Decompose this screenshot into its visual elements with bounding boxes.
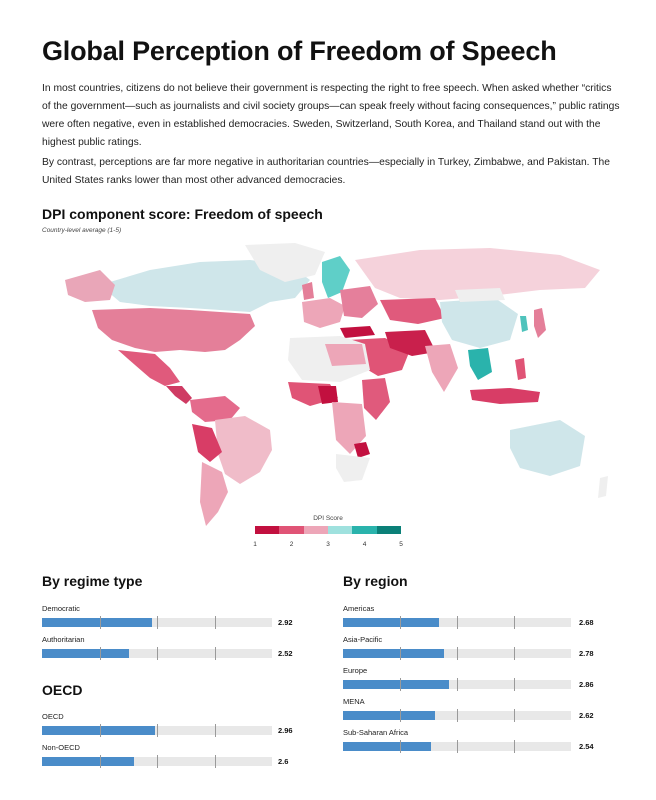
legend-tick-label: 5 [399,541,403,548]
bar-gridline [100,647,101,660]
map-region-southeast-asia [468,348,492,380]
bar-gridline [457,740,458,753]
map-region-kazakhstan [380,298,445,324]
legend-tick-label: 1 [253,541,257,548]
bar [42,757,134,766]
bar [343,711,435,720]
bar-gridline [100,616,101,629]
map-region-turkey [340,326,375,338]
bar-value-label: 2.92 [278,618,293,627]
legend-title: DPI Score [313,515,343,522]
bar-gridline [514,616,515,629]
bar-gridline [157,755,158,768]
bar-track [343,618,571,627]
map-region-argentina-chile [200,462,228,526]
bar-gridline [457,709,458,722]
bar-track [343,711,571,720]
map-region-mexico [118,350,180,386]
map-region-mongolia [455,288,505,302]
bar-gridline [215,724,216,737]
bar-gridline [400,678,401,691]
map-region-korea [520,316,528,332]
bar [343,742,431,751]
legend-swatch [352,526,376,534]
bar [343,680,449,689]
bar-row [42,743,332,773]
bar-value-label: 2.54 [579,742,594,751]
bar-row [343,666,631,696]
bar [42,649,129,658]
map-region-china [440,298,518,348]
bar-gridline [157,724,158,737]
bar-gridline [100,724,101,737]
bar-track [42,649,272,658]
bar-row [42,635,332,665]
bar-gridline [514,740,515,753]
map-region-japan [534,308,546,338]
map-region-usa [92,308,255,352]
bar-category-label: Non-OECD [42,743,80,752]
bar-gridline [457,678,458,691]
legend-swatch [304,526,328,534]
legend-swatch [255,526,279,534]
map-region-eastern-europe [340,286,378,318]
bar-track [42,618,272,627]
map-region-indonesia [470,388,540,404]
map-region-southern-africa [336,454,370,482]
bar-value-label: 2.52 [278,649,293,658]
page-title: Global Perception of Freedom of Speech [42,36,557,66]
region-section-title: By region [343,573,408,589]
intro-paragraph: In most countries, citizens do not believe their government is respecting the right to free speech. When asked whether “critics of the government—such as journalists and civil society groups—can speak freely without facing consequences,” public ratings were often negative, even in established democracies. Sweden, Switzerland, South Korea, and Thailand stand out with the highest public ratings. [42,83,620,148]
map-region-uk [302,282,314,300]
bar-gridline [514,678,515,691]
map-region-india [425,344,458,392]
bar-category-label: MENA [343,697,365,706]
bar-track [42,726,272,735]
bar-track [42,757,272,766]
bar-gridline [457,616,458,629]
bar-category-label: Democratic [42,604,80,613]
bar-gridline [100,755,101,768]
map-region-brazil [215,416,272,484]
legend-swatch [279,526,303,534]
legend-tick-label: 2 [289,541,294,548]
bar-category-label: Authoritarian [42,635,85,644]
bar-gridline [400,616,401,629]
legend-tick-label: 4 [362,541,367,548]
bar-gridline [514,709,515,722]
bar-gridline [457,647,458,660]
map-region-philippines [515,358,526,380]
bar-gridline [157,647,158,660]
bar-gridline [215,616,216,629]
bar-track [343,680,571,689]
map-region-western-europe [302,298,345,328]
legend-swatch [328,526,352,534]
bar [42,726,155,735]
bar-row [343,604,631,634]
bar-gridline [400,740,401,753]
bar-gridline [157,616,158,629]
bar [343,618,439,627]
map-region-new-zealand [598,476,608,498]
bar-value-label: 2.62 [579,711,594,720]
bar [343,649,444,658]
bar [42,618,152,627]
bar-gridline [215,755,216,768]
bar-value-label: 2.86 [579,680,594,689]
oecd-section-title: OECD [42,682,83,698]
map-region-zimbabwe [354,442,370,458]
bar-value-label: 2.6 [278,757,289,766]
bar-gridline [400,709,401,722]
bar-row [42,604,332,634]
map-region-east-africa [362,378,390,420]
map-subtitle: Country-level average (1-5) [42,227,122,234]
bar-row [343,697,631,727]
bar-track [343,649,571,658]
legend-swatch [377,526,401,534]
map-region-central-america [166,386,192,404]
bar-category-label: Asia-Pacific [343,635,383,644]
map-region-libya-egypt [325,344,366,366]
bar-category-label: Sub-Saharan Africa [343,728,409,737]
contrast-paragraph: By contrast, perceptions are far more negative in authoritarian countries—especially in Turkey, Zimbabwe, and Pakistan. The United States ranks lower than most other advanced democracies. [42,157,610,186]
bar-category-label: Europe [343,666,368,675]
map-region-alaska [65,270,115,302]
bar-category-label: Americas [343,604,375,613]
legend-ticks [255,541,401,551]
bar-value-label: 2.96 [278,726,293,735]
bar-row [42,712,332,742]
regime-section-title: By regime type [42,573,143,589]
map-region-australia [510,420,585,476]
map-title: DPI component score: Freedom of speech [42,206,323,222]
bar-gridline [400,647,401,660]
bar-category-label: OECD [42,712,64,721]
bar-gridline [215,647,216,660]
bar-track [343,742,571,751]
bar-row [343,635,631,665]
bar-value-label: 2.68 [579,618,594,627]
bar-value-label: 2.78 [579,649,594,658]
legend-tick-label: 3 [326,541,330,548]
bar-gridline [514,647,515,660]
world-choropleth-map [40,240,620,530]
bar-row [343,728,631,758]
legend-color-scale [255,526,401,534]
